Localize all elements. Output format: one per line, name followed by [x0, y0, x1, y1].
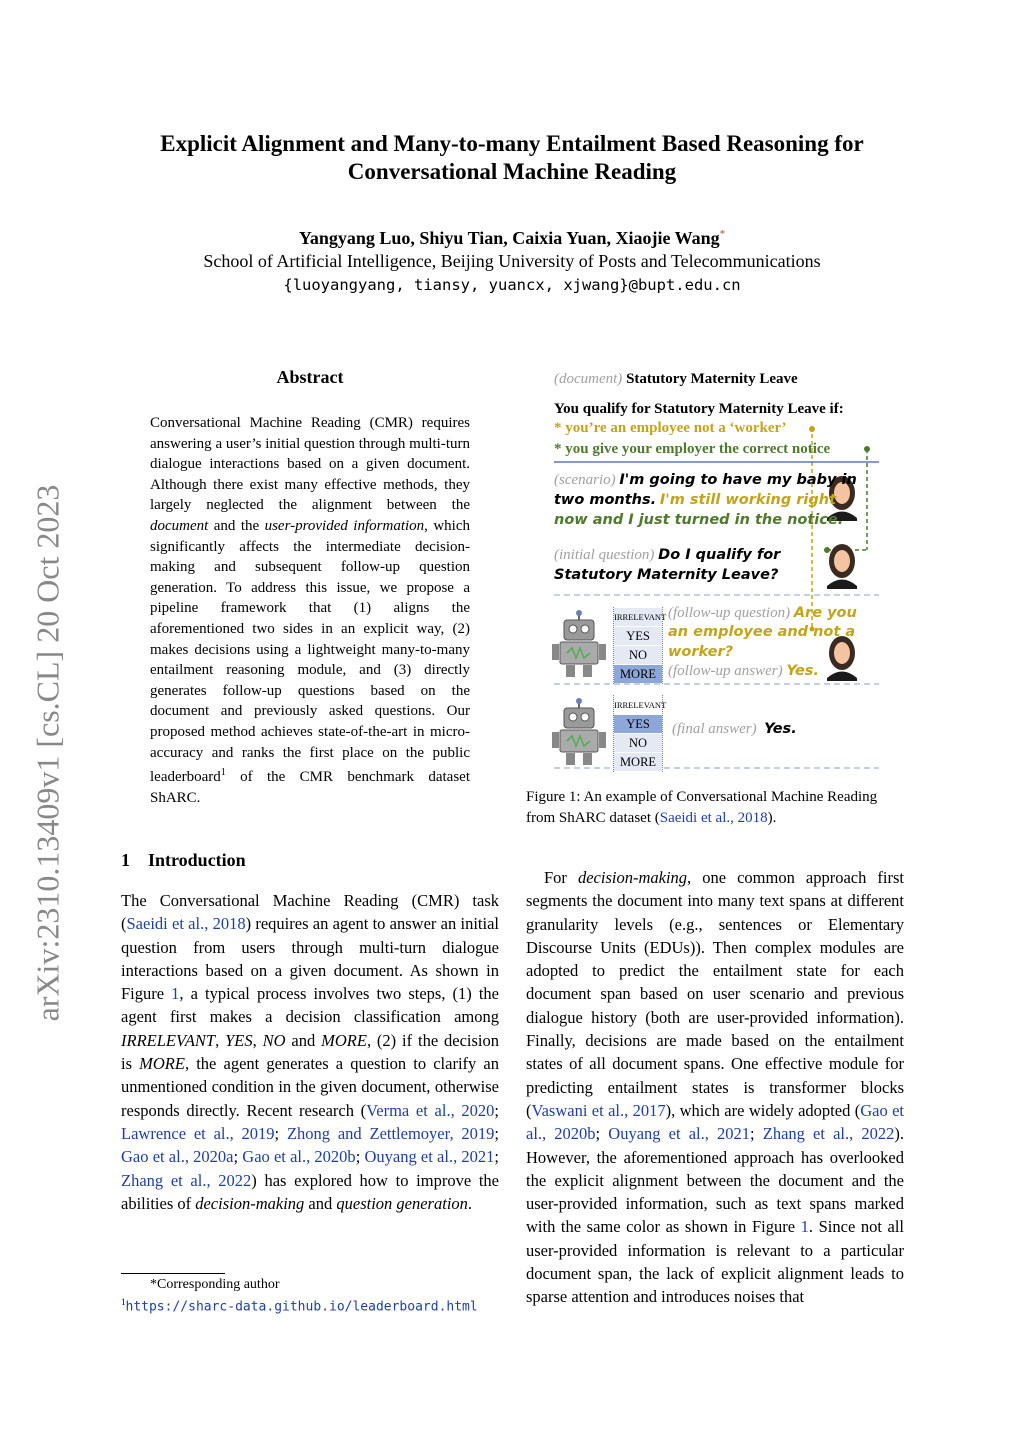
document-tag: (document) — [554, 371, 623, 387]
abstract-heading: Abstract — [276, 367, 344, 387]
scenario-tag: (scenario) — [554, 472, 616, 488]
section-heading — [121, 850, 246, 871]
follow-up-question-text: worker? — [668, 644, 734, 660]
condition-1: * you’re an employee not a ‘worker’ — [554, 420, 787, 436]
citation-link[interactable]: Gao et al., 2020b — [526, 1100, 904, 1144]
connector-dot-green — [864, 446, 870, 452]
abstract-text: of the CMR benchmark dataset ShARC. — [150, 769, 470, 806]
abstract-text: and the — [208, 517, 265, 534]
decision-more: MORE — [614, 753, 662, 771]
footnote-mark[interactable]: 1 — [220, 767, 226, 779]
connector-dot-green-end — [824, 547, 830, 553]
abstract-body — [150, 413, 470, 808]
decision-no: NO — [614, 734, 662, 752]
author-names: Yangyang Luo, Shiyu Tian, Caixia Yuan, Xiaojie Wang — [298, 228, 720, 248]
decision-box-2 — [613, 695, 667, 772]
initial-question-line-1 — [554, 547, 780, 564]
document-title — [554, 371, 798, 388]
robot-icon — [552, 698, 606, 765]
initial-question-tag: (initial question) — [554, 547, 655, 563]
follow-up-answer-tag: (follow-up answer) — [668, 663, 783, 679]
footnote-rule — [121, 1273, 225, 1274]
arxiv-side-label — [22, 455, 74, 1050]
decision-no: NO — [614, 646, 662, 664]
intro-paragraph-left: The Conversational Machine Reading (CMR) task (Saeidi et al., 2018) requires an agent to answer an initial question from users through multi-turn dialogue interactions based on a given document. As shown in Figure 1, a typical process involves two steps, (1) the agent first makes a decision classification among IRRELEVANT, YES, NO and MORE, (2) if the decision is MORE, the agent generates a question to clarify an unmentioned condition in the given document, otherwise responds directly. Recent research (Verma et al., 2020; Lawrence et al., 2019; Zhong and Zettlemoyer, 2019; Gao et al., 2020a; Gao et al., 2020b; Ouyang et al., 2021; Zhang et al., 2022) has explored how to improve the abilities of decision-making and question generation. — [121, 891, 500, 1213]
citation-link[interactable]: Ouyang et al., 2021 — [364, 1147, 495, 1167]
follow-up-question-line-2 — [668, 624, 855, 641]
citation-link[interactable]: Saeidi et al., 2018 — [659, 809, 768, 826]
scenario-text: I'm going to have my baby in — [619, 472, 857, 488]
citation-link[interactable]: Gao et al., 2020b — [242, 1147, 356, 1167]
abstract-text: Conversational Machine Reading (CMR) requires answering a user’s initial question through multi-turn dialogue interactions based on a given document. Although there exist many effective methods, they largely neglected the alignment between the — [150, 415, 470, 514]
condition-2: * you give your employer the correct notice — [554, 441, 831, 457]
footnote-url — [121, 1293, 481, 1316]
final-answer-tag: (final answer) — [672, 721, 757, 737]
corresponding-mark[interactable]: * — [719, 228, 726, 240]
author-emails: {luoyangyang, tiansy, yuancx, xjwang}@bupt.edu.cn — [283, 276, 741, 294]
paper-title — [100, 130, 924, 186]
scenario-line-1 — [554, 472, 857, 489]
section-title: Introduction — [148, 850, 246, 870]
follow-up-question-text: an employee and not a — [668, 624, 856, 640]
follow-up-question-tag: (follow-up question) — [668, 605, 791, 621]
final-answer-line — [672, 721, 797, 738]
document-title-text: Statutory Maternity Leave — [626, 371, 798, 387]
final-answer-text: Yes. — [764, 721, 797, 737]
initial-question-line-2 — [554, 567, 778, 584]
decision-more-selected: MORE — [614, 665, 662, 683]
section-number: 1 — [121, 850, 130, 870]
abstract-text: , which significantly affects the intermediate decision-making and subsequent follow-up question generation. To address this issue, we propose a pipeline framework that (1) aligns the aforementioned two sides in an explicit way, (2) makes decisions using a lightweight many-to-many entailment reasoning module, and (3) directly generates follow-up questions based on the document and previously asked questions. Our proposed method achieves state-of-the-art in micro-accuracy and ranks the first place on the public leaderboard — [150, 517, 470, 786]
decision-yes-selected: YES — [614, 715, 662, 733]
affiliation: School of Artificial Intelligence, Beijing University of Posts and Telecommunications — [203, 251, 821, 271]
citation-link[interactable]: Ouyang et al., 2021 — [608, 1124, 750, 1144]
scenario-text: two months. — [554, 492, 657, 508]
initial-question-text: Do I qualify for — [658, 547, 781, 563]
initial-question-text: Statutory Maternity Leave? — [554, 567, 779, 583]
figure-ref-link[interactable]: 1 — [800, 1217, 809, 1237]
decision-yes: YES — [614, 627, 662, 645]
robot-icon — [552, 610, 606, 677]
figure-caption: Figure 1: An example of Conversational Machine Reading from ShARC dataset (Saeidi et al., 2018). — [526, 789, 878, 826]
title-line-1: Explicit Alignment and Many-to-many Entailment Based Reasoning for — [160, 131, 864, 156]
abstract-emphasis: user-provided information — [264, 517, 425, 534]
abstract-emphasis: document — [150, 517, 209, 534]
woman-icon — [827, 636, 857, 681]
follow-up-question-line-1 — [668, 605, 857, 622]
decision-irrelevant: IRRELEVANT — [614, 700, 667, 710]
arxiv-id-text: arXiv:2310.13409v1 [cs.CL] 20 Oct 2023 — [29, 484, 66, 1021]
follow-up-answer-text: Yes. — [786, 663, 819, 679]
scenario-text-green: now and I just turned in the notice. — [554, 512, 844, 528]
authors — [100, 228, 924, 249]
footnote-number: 1 — [121, 1297, 126, 1307]
intro-paragraph-right: For decision-making, one common approach first segments the document into many text spans at different granularity levels (e.g., sentences or Elementary Discourse Units (EDUs)). Then complex modules are adopted to predict the entailment state for each document span based on user scenario and previous dialogue history (both are user-provided information). Finally, decisions are made based on the entailment states of all document spans. One effective module for predicting entailment states is transformer blocks (Vaswani et al., 2017), which are widely adopted (Gao et al., 2020b; Ouyang et al., 2021; Zhang et al., 2022). However, the aforementioned approach has overlooked the explicit alignment between the document and the user-provided information, such as text spans marked with the same color as shown in Figure 1. Since not all user-provided information is relevant to a particular document span, the lack of explicit alignment leads to sparse attention and introduces noises that — [526, 868, 905, 1307]
citation-link[interactable]: Lawrence et al., 2019 — [121, 1123, 275, 1143]
citation-link[interactable]: Zhang et al., 2022 — [762, 1124, 895, 1144]
citation-link[interactable]: Verma et al., 2020 — [366, 1100, 495, 1120]
scenario-text-olive: I'm still working right — [659, 492, 837, 508]
follow-up-answer-line — [668, 663, 819, 680]
decision-box-1 — [613, 607, 667, 684]
figure-ref-link[interactable]: 1 — [171, 984, 180, 1004]
decision-irrelevant: IRRELEVANT — [614, 608, 662, 626]
woman-icon — [827, 544, 857, 589]
connector-dot-olive — [809, 426, 815, 432]
qualify-line: You qualify for Statutory Maternity Leave if: — [554, 401, 844, 417]
figure-1 — [550, 365, 885, 780]
citation-link[interactable]: Zhang et al., 2022 — [121, 1170, 252, 1190]
footnote-corresponding: *Corresponding author — [150, 1277, 280, 1292]
citation-link[interactable]: Vaswani et al., 2017 — [531, 1100, 666, 1120]
title-line-2: Conversational Machine Reading — [347, 159, 677, 184]
follow-up-question-text: Are you — [793, 605, 857, 621]
citation-link[interactable]: Gao et al., 2020a — [121, 1147, 234, 1167]
citation-link[interactable]: Zhong and Zettlemoyer, 2019 — [286, 1123, 495, 1143]
scenario-line-2 — [554, 492, 836, 509]
follow-up-question-line-3 — [668, 644, 733, 661]
leaderboard-link[interactable]: https://sharc-data.github.io/leaderboard.html — [125, 1299, 478, 1315]
scenario-line-3 — [554, 512, 843, 529]
citation-link[interactable]: Saeidi et al., 2018 — [126, 914, 246, 934]
